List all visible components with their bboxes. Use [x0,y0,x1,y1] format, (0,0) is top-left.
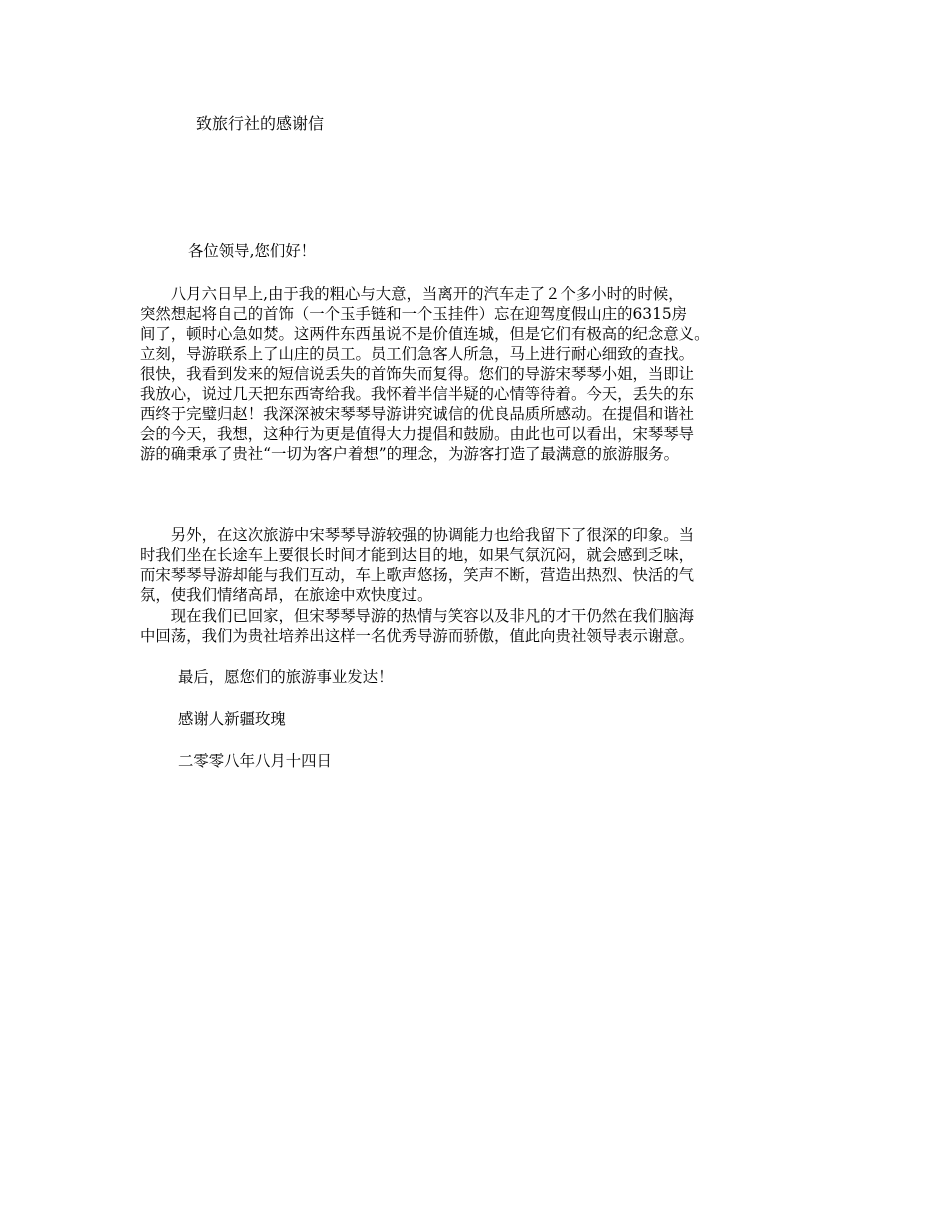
paragraph-line: 我放心，说过几天把东西寄给我。我怀着半信半疑的心情等待着。今天，丢失的东 [140,385,695,403]
paragraph-line: 中回荡，我们为贵社培养出这样一名优秀导游而骄傲，值此向贵社领导表示谢意。 [140,627,695,645]
paragraph-lost-jewelry [140,284,830,464]
letter-title: 致旅行社的感谢信 [196,114,325,133]
paragraph-gratitude [140,606,830,646]
paragraph-line: 西终于完璧归赵！我深深被宋琴琴导游讲究诚信的优良品质所感动。在提倡和谐社 [140,405,695,423]
paragraph-line: 八月六日早上,由于我的粗心与大意，当离开的汽车走了２个多小时的时候， [140,285,684,303]
paragraph-line: 很快，我看到发来的短信说丢失的首饰失而复得。您们的导游宋琴琴小姐，当即让 [140,365,695,383]
paragraph-line: 突然想起将自己的首饰（一个玉手链和一个玉挂件）忘在迎驾度假山庄的6315房 [140,305,688,323]
paragraph-coordination [140,525,830,605]
signer-name: 感谢人新疆玫瑰 [178,710,286,728]
paragraph-line: 时我们坐在长途车上要很长时间才能到达目的地，如果气氛沉闷，就会感到乏味， [140,546,695,564]
letter-date: 二零零八年八月十四日 [178,752,332,770]
closing-line: 最后，愿您们的旅游事业发达！ [178,668,394,686]
paragraph-line: 氛，使我们情绪高昂，在旅途中欢快度过。 [140,586,433,604]
paragraph-line: 间了，顿时心急如焚。这两件东西虽说不是价值连城，但是它们有极高的纪念意义。 [140,325,710,343]
paragraph-line: 现在我们已回家，但宋琴琴导游的热情与笑容以及非凡的才干仍然在我们脑海 [140,607,695,625]
paragraph-line: 会的今天，我想，这种行为更是值得大力提倡和鼓励。由此也可以看出，宋琴琴导 [140,425,695,443]
paragraph-line: 另外，在这次旅游中宋琴琴导游较强的协调能力也给我留下了很深的印象。当 [140,526,695,544]
paragraph-line: 而宋琴琴导游却能与我们互动，车上歌声悠扬，笑声不断，营造出热烈、快活的气 [140,566,695,584]
paragraph-line: 立刻，导游联系上了山庄的员工。员工们急客人所急，马上进行耐心细致的查找。 [140,345,695,363]
paragraph-line: 游的确秉承了贵社“一切为客户着想”的理念，为游客打造了最满意的旅游服务。 [140,445,680,463]
greeting: 各位领导,您们好！ [188,242,317,260]
